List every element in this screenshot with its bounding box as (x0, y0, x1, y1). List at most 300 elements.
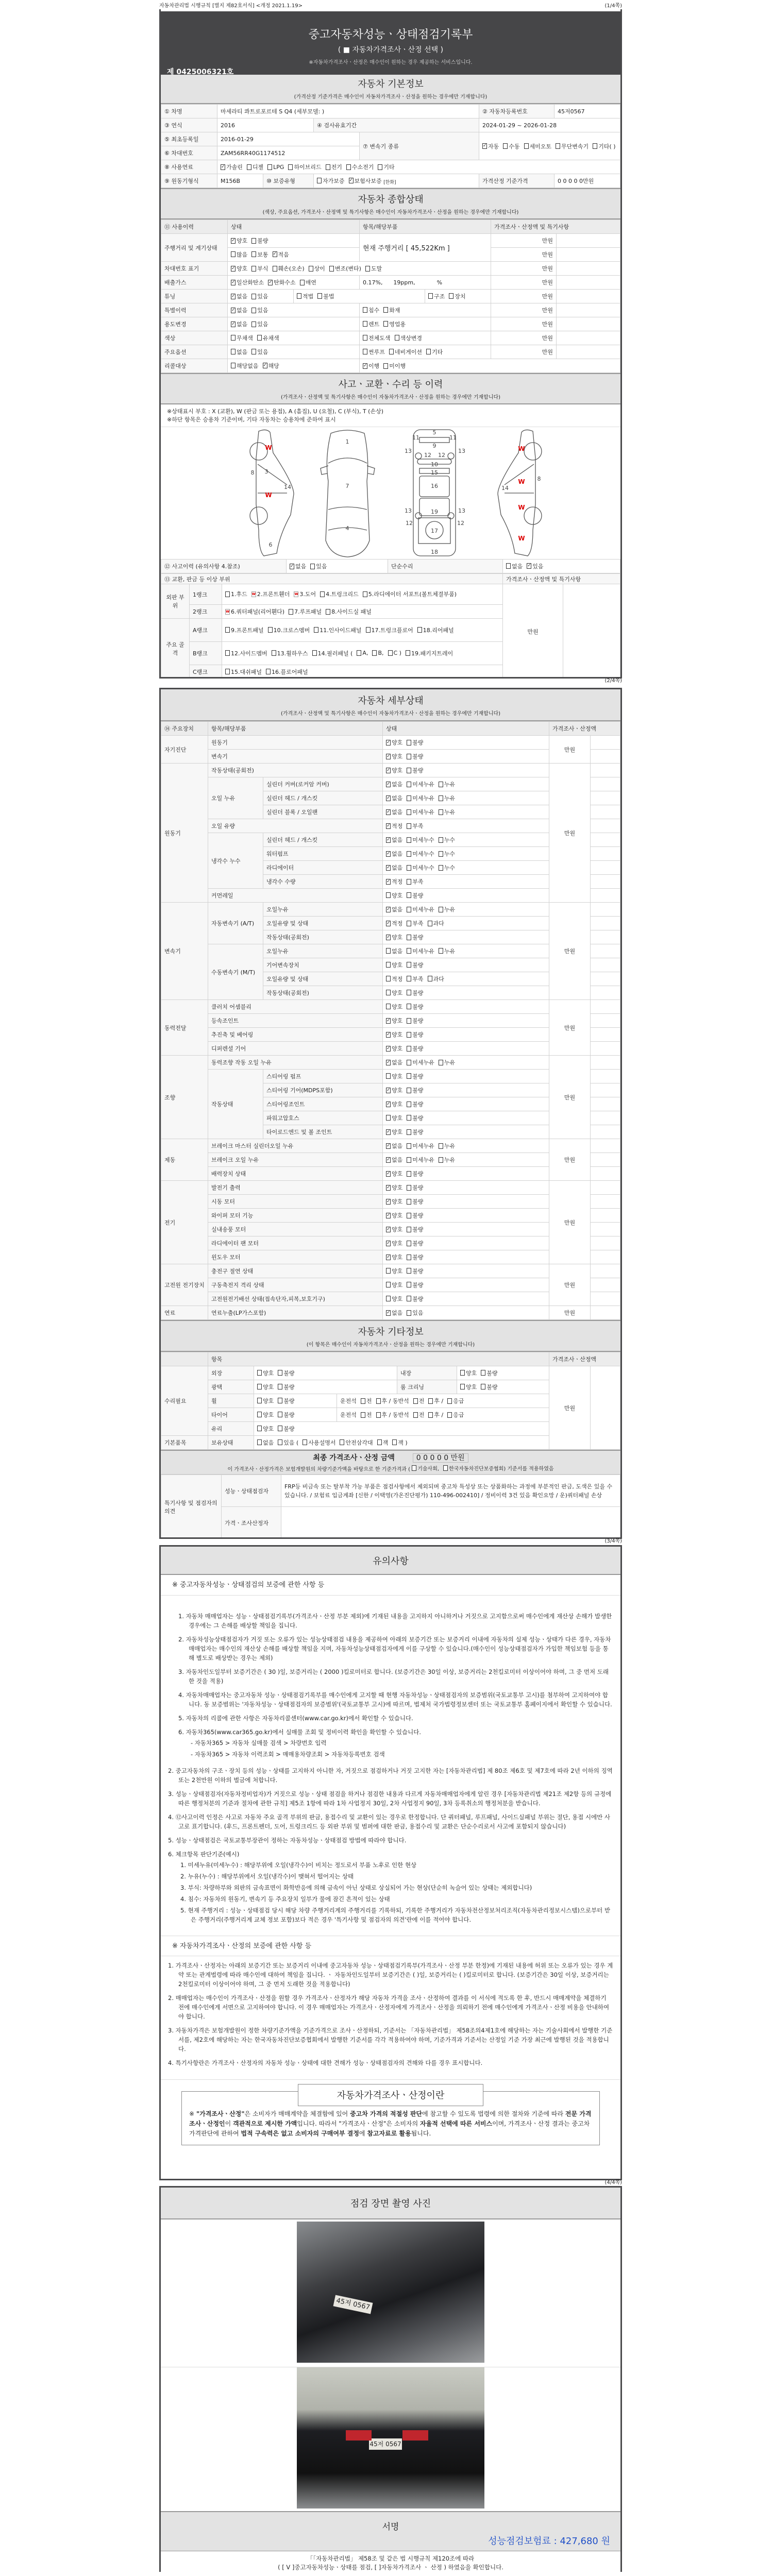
checkbox[interactable] (326, 164, 330, 170)
checkbox-option[interactable] (407, 752, 423, 760)
checkbox[interactable] (407, 1088, 411, 1093)
checkbox[interactable] (363, 349, 367, 354)
checkbox[interactable] (407, 1185, 411, 1191)
checkbox[interactable] (278, 1426, 282, 1431)
checkbox-option[interactable] (383, 362, 406, 370)
checkbox[interactable] (407, 907, 411, 912)
checkbox-option[interactable] (376, 1397, 409, 1405)
price-input[interactable] (591, 1056, 620, 1070)
price-input[interactable] (591, 1167, 620, 1181)
checkbox[interactable] (439, 795, 443, 801)
checkbox[interactable] (443, 1465, 448, 1471)
checkbox-option[interactable] (386, 808, 402, 816)
checkbox-option[interactable] (407, 1044, 423, 1053)
checkbox-option[interactable] (225, 626, 264, 634)
checkbox-option[interactable] (593, 142, 615, 150)
checkbox[interactable] (326, 609, 330, 615)
checkbox-option[interactable] (407, 1030, 423, 1039)
checkbox[interactable] (346, 164, 351, 170)
checkbox-option[interactable] (386, 1309, 402, 1317)
checkbox-option[interactable] (389, 348, 422, 356)
checkbox-option[interactable] (273, 250, 289, 259)
checkbox[interactable] (389, 349, 394, 354)
checkbox-option[interactable] (428, 292, 445, 300)
checkbox[interactable] (407, 1060, 411, 1065)
checkbox[interactable] (439, 1157, 443, 1163)
checkbox-option[interactable] (503, 142, 519, 150)
checkbox[interactable] (556, 143, 560, 149)
checkbox[interactable] (593, 143, 597, 149)
checkbox[interactable] (407, 962, 411, 968)
checkbox-option[interactable] (407, 836, 434, 844)
checkbox[interactable] (300, 280, 305, 285)
checkbox[interactable] (272, 650, 276, 656)
checkbox-option[interactable] (363, 362, 379, 370)
checkbox-option[interactable] (439, 836, 455, 844)
checkbox-option[interactable] (225, 590, 247, 598)
price-input[interactable] (591, 833, 620, 847)
checkbox-option[interactable] (481, 1369, 497, 1377)
checkbox-option[interactable] (386, 850, 402, 858)
checkbox-option[interactable] (251, 250, 268, 259)
checkbox[interactable]: ✓ (273, 251, 277, 257)
checkbox[interactable] (447, 1398, 452, 1404)
checkbox-option[interactable] (407, 933, 423, 941)
price-input[interactable] (591, 1250, 620, 1264)
checkbox[interactable]: ✓ (263, 363, 267, 368)
price-input[interactable] (591, 1223, 620, 1236)
checkbox[interactable] (273, 266, 277, 272)
checkbox-option[interactable] (278, 1397, 294, 1405)
checkbox-option[interactable] (426, 348, 443, 356)
checkbox[interactable] (407, 1213, 411, 1218)
checkbox-option[interactable] (386, 905, 402, 913)
checkbox-option[interactable] (386, 1211, 402, 1219)
checkbox-option[interactable] (310, 562, 327, 570)
price-input[interactable] (591, 819, 620, 833)
checkbox[interactable] (365, 266, 370, 272)
checkbox-option[interactable] (386, 1003, 402, 1011)
checkbox-option[interactable] (372, 650, 383, 656)
checkbox[interactable] (407, 865, 411, 871)
remark-cell[interactable] (557, 234, 620, 248)
price-input[interactable] (591, 889, 620, 903)
price-input[interactable] (591, 917, 620, 930)
checkbox[interactable] (407, 768, 411, 773)
checkbox[interactable] (225, 627, 230, 633)
checkbox-option[interactable] (376, 1411, 409, 1419)
checkbox-option[interactable] (407, 989, 423, 997)
checkbox-option[interactable] (407, 1239, 423, 1247)
checkbox[interactable] (231, 251, 236, 257)
checkbox[interactable] (303, 1439, 307, 1445)
price-input[interactable] (591, 791, 620, 805)
price-input[interactable] (591, 1181, 620, 1195)
checkbox[interactable]: ✓ (386, 1212, 391, 1218)
checkbox-option[interactable] (386, 836, 402, 844)
checkbox[interactable] (251, 238, 256, 244)
price-input[interactable] (591, 986, 620, 1000)
checkbox-option[interactable] (383, 320, 406, 328)
price-input[interactable] (591, 861, 620, 875)
checkbox[interactable] (309, 266, 313, 272)
checkbox[interactable] (257, 335, 262, 341)
checkbox[interactable]: ✓ (386, 1059, 391, 1065)
checkbox[interactable] (386, 1115, 391, 1121)
checkbox-option[interactable] (386, 1253, 402, 1261)
checkbox-option[interactable] (294, 590, 316, 598)
checkbox-option[interactable] (407, 1170, 423, 1178)
w-mark-checkbox[interactable]: w (251, 591, 256, 596)
checkbox-option[interactable] (395, 334, 423, 342)
price-input[interactable] (591, 1236, 620, 1250)
checkbox[interactable] (406, 650, 410, 656)
checkbox[interactable]: ✓ (386, 753, 391, 759)
checkbox-option[interactable] (407, 1086, 423, 1094)
checkbox[interactable]: ✓ (386, 1157, 391, 1162)
price-input[interactable] (591, 1153, 620, 1167)
checkbox[interactable]: ✓ (231, 238, 236, 243)
checkbox-option[interactable] (407, 1142, 434, 1150)
checkbox[interactable] (407, 921, 411, 926)
checkbox[interactable] (257, 1412, 262, 1417)
checkbox-option[interactable] (257, 1383, 274, 1391)
checkbox-option[interactable] (449, 292, 465, 300)
checkbox[interactable] (278, 1370, 282, 1376)
checkbox[interactable]: ✓ (386, 1226, 391, 1232)
checkbox[interactable]: ✓ (386, 1018, 391, 1023)
checkbox[interactable] (439, 809, 443, 815)
checkbox-option[interactable] (386, 975, 402, 983)
checkbox[interactable] (357, 650, 361, 656)
checkbox[interactable] (310, 564, 315, 569)
checkbox[interactable] (251, 308, 256, 313)
checkbox-option[interactable] (386, 863, 402, 872)
checkbox-option[interactable] (251, 590, 290, 598)
checkbox[interactable]: ✓ (386, 1101, 391, 1107)
checkbox-option[interactable] (268, 626, 310, 634)
checkbox-option[interactable] (392, 1438, 407, 1447)
checkbox-option[interactable] (386, 1030, 402, 1039)
checkbox-option[interactable] (363, 306, 379, 314)
checkbox-option[interactable] (407, 794, 434, 802)
checkbox[interactable] (439, 948, 443, 954)
checkbox[interactable]: ✓ (386, 1254, 391, 1260)
checkbox[interactable]: ✓ (483, 143, 487, 149)
checkbox-option[interactable] (407, 1281, 423, 1289)
checkbox-option[interactable] (439, 850, 455, 858)
checkbox[interactable]: ✓ (231, 307, 236, 313)
checkbox-option[interactable] (386, 1016, 402, 1025)
checkbox[interactable] (417, 627, 422, 633)
checkbox-option[interactable] (303, 1438, 335, 1447)
checkbox-option[interactable] (225, 668, 262, 676)
checkbox-option[interactable] (267, 164, 284, 171)
checkbox-option[interactable] (378, 163, 394, 171)
checkbox[interactable]: ✓ (386, 906, 391, 912)
checkbox-option[interactable] (251, 320, 268, 328)
checkbox[interactable] (407, 823, 411, 829)
checkbox-option[interactable] (386, 1295, 402, 1303)
checkbox[interactable]: ✓ (386, 865, 391, 870)
checkbox-option[interactable] (407, 766, 423, 774)
checkbox-option[interactable] (407, 891, 423, 900)
checkbox-option[interactable] (231, 264, 247, 273)
checkbox-option[interactable] (257, 1425, 274, 1433)
checkbox[interactable] (407, 1046, 411, 1052)
checkbox[interactable] (439, 851, 443, 857)
checkbox[interactable] (407, 1115, 411, 1121)
checkbox-option[interactable] (386, 1156, 402, 1164)
checkbox[interactable] (278, 1412, 282, 1417)
checkbox-option[interactable] (407, 780, 434, 788)
checkbox-option[interactable] (386, 1114, 402, 1122)
checkbox[interactable] (288, 164, 293, 170)
checkbox-option[interactable] (251, 236, 268, 245)
checkbox-option[interactable] (407, 1128, 423, 1136)
remark-cell[interactable] (557, 303, 620, 317)
checkbox[interactable] (231, 335, 236, 341)
checkbox[interactable]: ✓ (386, 1031, 391, 1037)
remark-cell[interactable] (557, 290, 620, 303)
checkbox-option[interactable] (439, 1058, 455, 1066)
checkbox-option[interactable] (439, 863, 455, 872)
checkbox-option[interactable] (289, 607, 322, 616)
remark-cell[interactable] (557, 276, 620, 290)
checkbox-option[interactable] (447, 1397, 464, 1405)
checkbox-option[interactable] (221, 163, 243, 171)
checkbox-option[interactable] (386, 794, 402, 802)
checkbox[interactable]: ✓ (363, 363, 367, 368)
checkbox[interactable] (428, 976, 432, 981)
checkbox[interactable] (361, 1398, 365, 1404)
checkbox[interactable]: ✓ (386, 934, 391, 940)
checkbox-option[interactable] (314, 626, 361, 634)
checkbox-option[interactable] (251, 264, 268, 273)
remark-cell[interactable] (557, 317, 620, 331)
checkbox-option[interactable] (386, 1281, 402, 1289)
checkbox[interactable]: ✓ (386, 767, 391, 773)
price-input[interactable] (591, 1097, 620, 1111)
checkbox[interactable]: ✓ (231, 293, 236, 299)
price-input[interactable] (591, 805, 620, 819)
checkbox-option[interactable] (326, 607, 372, 616)
checkbox-option[interactable] (407, 961, 423, 969)
price-input[interactable] (591, 1000, 620, 1014)
checkbox[interactable] (407, 837, 411, 843)
checkbox[interactable] (386, 990, 391, 995)
checkbox-option[interactable] (413, 1411, 425, 1419)
checkbox[interactable] (268, 627, 273, 633)
checkbox[interactable] (266, 669, 271, 674)
checkbox-option[interactable] (460, 1369, 477, 1377)
checkbox[interactable] (439, 865, 443, 871)
checkbox[interactable]: ✓ (386, 920, 391, 926)
checkbox[interactable]: ✓ (386, 795, 391, 801)
inspection-photo-front[interactable] (297, 2222, 484, 2363)
checkbox[interactable] (251, 349, 256, 354)
checkbox[interactable] (251, 266, 256, 272)
checkbox-option[interactable] (386, 1072, 402, 1080)
checkbox-option[interactable] (346, 163, 374, 171)
checkbox-option[interactable] (443, 1464, 553, 1472)
checkbox-option[interactable] (251, 348, 268, 356)
checkbox-option[interactable] (320, 590, 359, 598)
checkbox-option[interactable] (386, 766, 402, 774)
checkbox[interactable] (439, 907, 443, 912)
checkbox[interactable] (329, 266, 334, 272)
checkbox-option[interactable] (340, 1397, 357, 1405)
checkbox-option[interactable] (231, 278, 264, 286)
checkbox-option[interactable] (278, 1438, 298, 1447)
price-input[interactable] (591, 1195, 620, 1209)
checkbox-option[interactable] (386, 1086, 402, 1094)
checkbox[interactable] (412, 1465, 416, 1471)
checkbox-option[interactable] (386, 1142, 402, 1150)
checkbox[interactable] (320, 591, 325, 597)
checkbox-option[interactable] (413, 1397, 425, 1405)
checkbox-option[interactable] (407, 1072, 423, 1080)
checkbox-option[interactable] (273, 264, 305, 273)
checkbox-option[interactable] (386, 947, 402, 955)
checkbox-option[interactable] (231, 292, 247, 300)
checkbox-option[interactable] (251, 306, 268, 314)
checkbox[interactable] (481, 1384, 485, 1389)
price-input[interactable] (591, 1028, 620, 1042)
checkbox[interactable] (428, 921, 432, 926)
checkbox[interactable]: ✓ (386, 851, 391, 856)
checkbox-option[interactable] (439, 794, 455, 802)
checkbox-option[interactable] (407, 850, 434, 858)
checkbox[interactable] (428, 1398, 433, 1404)
checkbox-option[interactable] (386, 738, 402, 747)
checkbox-option[interactable] (288, 163, 321, 171)
checkbox-option[interactable] (482, 142, 499, 150)
checkbox[interactable] (407, 879, 411, 885)
checkbox-option[interactable] (349, 177, 382, 185)
inspection-photo-rear[interactable] (297, 2367, 484, 2509)
checkbox[interactable] (413, 1398, 418, 1404)
checkbox[interactable] (407, 1310, 411, 1316)
checkbox[interactable] (481, 1370, 485, 1376)
checkbox-option[interactable] (340, 1411, 357, 1419)
checkbox[interactable] (407, 754, 411, 759)
checkbox-option[interactable] (257, 1397, 274, 1405)
checkbox[interactable]: ✓ (386, 1087, 391, 1093)
checkbox[interactable] (447, 1412, 452, 1418)
checkbox[interactable] (407, 851, 411, 857)
checkbox[interactable] (428, 1412, 433, 1418)
checkbox-option[interactable] (231, 236, 247, 245)
checkbox-option[interactable] (407, 947, 434, 955)
checkbox[interactable]: ✓ (231, 279, 236, 285)
checkbox[interactable] (407, 795, 411, 801)
checkbox-option[interactable] (257, 1438, 274, 1447)
checkbox[interactable] (386, 1073, 391, 1079)
checkbox-option[interactable] (407, 738, 423, 747)
checkbox[interactable] (388, 650, 393, 656)
checkbox[interactable] (407, 1171, 411, 1177)
checkbox[interactable] (439, 1060, 443, 1065)
checkbox-option[interactable] (251, 292, 268, 300)
checkbox-option[interactable] (225, 607, 284, 616)
checkbox-option[interactable] (300, 278, 316, 286)
checkbox-option[interactable] (439, 1156, 455, 1164)
checkbox[interactable] (376, 1412, 381, 1418)
price-input[interactable] (591, 930, 620, 944)
checkbox-option[interactable] (363, 320, 379, 328)
checkbox[interactable] (251, 294, 256, 299)
price-input[interactable] (591, 1125, 620, 1139)
appraiser-opinion[interactable] (281, 1507, 620, 1539)
checkbox-option[interactable] (386, 989, 402, 997)
checkbox-option[interactable] (407, 1295, 423, 1303)
checkbox-option[interactable] (363, 348, 385, 356)
checkbox[interactable] (407, 809, 411, 815)
checkbox[interactable] (363, 591, 367, 597)
checkbox-option[interactable] (481, 1383, 497, 1391)
checkbox-option[interactable] (407, 877, 423, 886)
checkbox-option[interactable] (278, 1383, 294, 1391)
checkbox[interactable] (376, 1398, 381, 1404)
checkbox-option[interactable] (231, 320, 247, 328)
checkbox-option[interactable] (407, 1267, 423, 1275)
checkbox-option[interactable] (386, 1170, 402, 1178)
checkbox[interactable] (407, 935, 411, 940)
checkbox[interactable] (460, 1370, 465, 1376)
checkbox-option[interactable] (257, 1411, 274, 1419)
checkbox[interactable] (317, 178, 322, 183)
price-input[interactable] (591, 1042, 620, 1056)
price-input[interactable] (591, 903, 620, 917)
checkbox[interactable] (395, 335, 399, 341)
price-input[interactable] (591, 972, 620, 986)
checkbox-option[interactable] (231, 250, 247, 259)
checkbox-option[interactable] (407, 1100, 423, 1108)
checkbox-option[interactable] (329, 264, 361, 273)
checkbox[interactable] (407, 1101, 411, 1107)
checkbox[interactable] (251, 321, 256, 327)
price-input[interactable] (591, 1139, 620, 1153)
checkbox[interactable]: ✓ (386, 1184, 391, 1190)
price-input[interactable] (591, 958, 620, 972)
remark-cell[interactable] (557, 262, 620, 276)
checkbox-option[interactable] (278, 1411, 294, 1419)
price-input[interactable] (591, 736, 620, 750)
checkbox[interactable] (267, 164, 272, 170)
checkbox-option[interactable] (365, 264, 382, 273)
checkbox[interactable]: ✓ (231, 265, 236, 271)
checkbox-option[interactable] (309, 264, 325, 273)
checkbox[interactable] (231, 363, 236, 368)
checkbox-option[interactable] (317, 292, 334, 300)
checkbox[interactable] (407, 1255, 411, 1260)
checkbox[interactable]: ✓ (386, 1171, 391, 1176)
checkbox-option[interactable] (386, 822, 402, 830)
w-mark-checkbox[interactable]: w (294, 591, 298, 596)
checkbox-option[interactable] (407, 1183, 423, 1192)
checkbox-option[interactable] (386, 752, 402, 760)
price-input[interactable] (591, 1264, 620, 1278)
checkbox[interactable] (524, 143, 529, 149)
checkbox-option[interactable] (447, 1411, 464, 1419)
remark-cell[interactable] (557, 331, 620, 345)
checkbox[interactable] (392, 1439, 397, 1445)
checkbox[interactable]: ✓ (386, 1129, 391, 1134)
checkbox[interactable] (426, 349, 431, 354)
checkbox[interactable] (407, 1032, 411, 1038)
checkbox-option[interactable] (386, 933, 402, 941)
